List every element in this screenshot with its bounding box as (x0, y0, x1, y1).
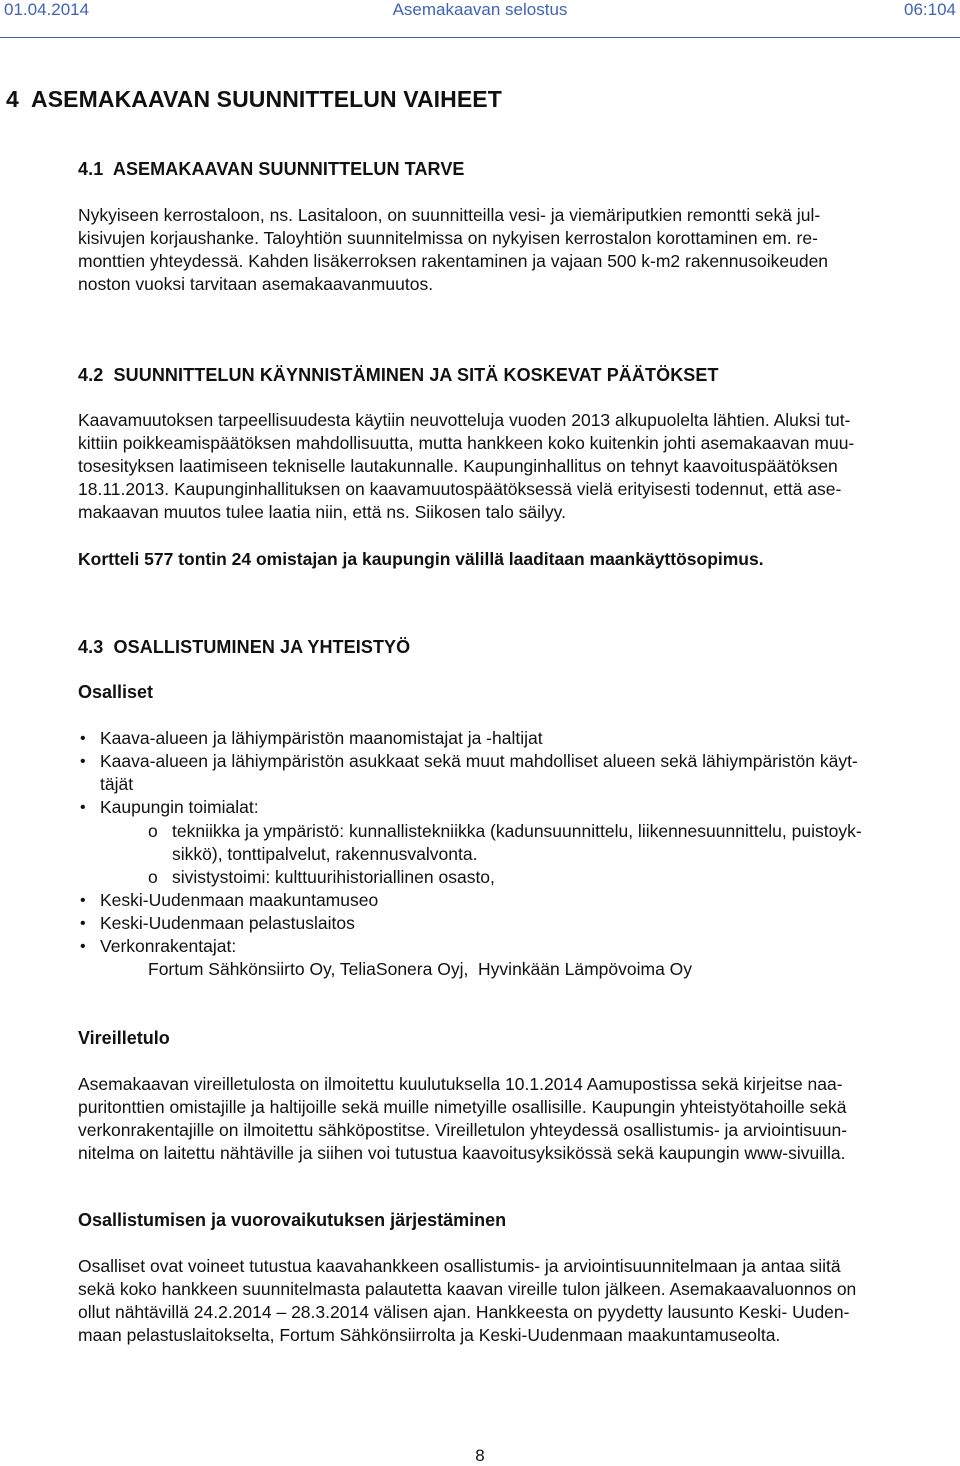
osallistuminen-subheading: Osallistumisen ja vuorovaikutuksen järjestäminen (78, 1210, 507, 1230)
document-code: 06:104 (904, 0, 956, 19)
bullet-icon: • (80, 730, 86, 747)
list-item: Keski-Uudenmaan maakuntamuseo (100, 890, 379, 910)
list-item: Kaava-alueen ja lähiympäristön asukkaat sekä muut mahdolliset alueen sekä lähiympäristön käyt- (100, 751, 858, 771)
section-4-2-paragraph (78, 409, 958, 524)
bold-line: Kortteli 577 tontin 24 omistajan ja kaupungin välillä laaditaan maankäyttösopimus. (78, 549, 764, 569)
paragraph-line: Kaavamuutoksen tarpeellisuudesta käytiin neuvotteluja vuoden 2013 alkupuolelta lähtien. Aluksi tut- (78, 410, 851, 430)
network-builders-list: Fortum Sähkönsiirto Oy, TeliaSonera Oyj, Hyvinkään Lämpövoima Oy (148, 959, 693, 979)
paragraph-line: puritonttien omistajille ja haltijoille sekä muille nimetyille osallisille. Kaupungin yhteistyötahoille sekä (78, 1097, 847, 1117)
paragraph-line: makaavan muutos tulee laatia niin, että ns. Siikosen talo säilyy. (78, 502, 566, 522)
list-item: Verkonrakentajat: (100, 936, 237, 956)
osalliset-subheading: Osalliset (78, 682, 154, 702)
vireilletulo-paragraph (78, 1073, 958, 1165)
section-4-2-heading: 4.2 SUUNNITTELUN KÄYNNISTÄMINEN JA SITÄ KOSKEVAT PÄÄTÖKSET (78, 365, 719, 385)
bullet-icon: • (80, 938, 86, 955)
paragraph-line: noston vuoksi tarvitaan asemakaavanmuutos. (78, 274, 434, 294)
paragraph-line: Asemakaavan vireilletulosta on ilmoitettu kuulutuksella 10.1.2014 Aamupostissa sekä kirjeitse naa- (78, 1074, 843, 1094)
paragraph-line: monttien yhteydessä. Kahden lisäkerroksen rakentaminen ja vajaan 500 k-m2 rakennusoikeuden (78, 251, 829, 271)
section-4-3-heading: 4.3 OSALLISTUMINEN JA YHTEISTYÖ (78, 637, 411, 657)
section-4-heading: 4 ASEMAKAAVAN SUUNNITTELUN VAIHEET (6, 86, 502, 112)
list-item-continuation: täjät (100, 774, 134, 794)
paragraph-line: sekä koko hankkeen suunnitelmasta palautetta kaavan vireille tulon jälkeen. Asemakaavaluonnos on (78, 1279, 857, 1299)
paragraph-line: kisivujen korjaushanke. Taloyhtiön suunnitelmissa on nykyisen kerrostalon korottaminen em. re- (78, 228, 818, 248)
header-date: 01.04.2014 (4, 0, 90, 19)
list-item: Kaupungin toimialat: (100, 797, 259, 817)
sub-bullet-icon: o (148, 867, 158, 887)
paragraph-line: 18.11.2013. Kaupunginhallituksen on kaavamuutospäätöksessä vielä erityisesti todennut, että ase- (78, 479, 842, 499)
paragraph-line: kittiin poikkeamispäätöksen mahdollisuutta, mutta hankkeen koko kuitenkin johti asemakaavan muu- (78, 433, 855, 453)
osallistuminen-paragraph (78, 1255, 958, 1347)
vireilletulo-subheading: Vireilletulo (78, 1028, 170, 1048)
paragraph-line: Osalliset ovat voineet tutustua kaavahankkeen osallistumis- ja arviointisuunnitelmaan ja antaa siitä (78, 1256, 841, 1276)
paragraph-line: Nykyiseen kerrostaloon, ns. Lasitaloon, on suunnitteilla vesi- ja viemäriputkien remontti sekä jul- (78, 205, 821, 225)
bullet-icon: • (80, 799, 86, 816)
paragraph-line: maan pelastuslaitokselta, Fortum Sähkönsiirrolta ja Keski-Uudenmaan maakuntamuseolta. (78, 1325, 781, 1345)
bullet-icon: • (80, 892, 86, 909)
paragraph-line: nitelma on laitettu nähtäville ja siihen voi tutustua kaavoitusyksikössä sekä kaupungin www-sivuilla. (78, 1143, 846, 1163)
paragraph-line: tosesityksen laatimiseen tekniselle lautakunnalle. Kaupunginhallitus on tehnyt kaavoituspäätöksen (78, 456, 838, 476)
list-item: Keski-Uudenmaan pelastuslaitos (100, 913, 355, 933)
header-rule (0, 37, 960, 38)
sub-bullet-icon: o (148, 821, 158, 841)
paragraph-line: ollut nähtävillä 24.2.2014 – 28.3.2014 välisen ajan. Hankkeesta on pyydetty lausunto Keski- Uuden- (78, 1302, 850, 1322)
sub-list-item: tekniikka ja ympäristö: kunnallistekniikka (kadunsuunnittelu, liikennesuunnittelu, puistoyk- (172, 821, 862, 841)
sub-list-item: sivistystoimi: kulttuurihistoriallinen osasto, (172, 867, 495, 887)
page-number: 8 (475, 1446, 485, 1465)
bullet-icon: • (80, 753, 86, 770)
bullet-icon: • (80, 915, 86, 932)
section-4-1-paragraph (78, 204, 958, 296)
document-title: Asemakaavan selostus (392, 0, 568, 19)
list-item: Kaava-alueen ja lähiympäristön maanomistajat ja -haltijat (100, 728, 543, 748)
paragraph-line: verkonrakentajille on ilmoitettu sähköpostitse. Vireilletulon yhteydessä osallistumis- ja arviointisuun- (78, 1120, 848, 1140)
land-use-agreement-note (78, 548, 958, 571)
section-4-1-heading: 4.1 ASEMAKAAVAN SUUNNITTELUN TARVE (78, 159, 465, 179)
sub-list-item-continuation: sikkö), tonttipalvelut, rakennusvalvonta. (172, 844, 478, 864)
